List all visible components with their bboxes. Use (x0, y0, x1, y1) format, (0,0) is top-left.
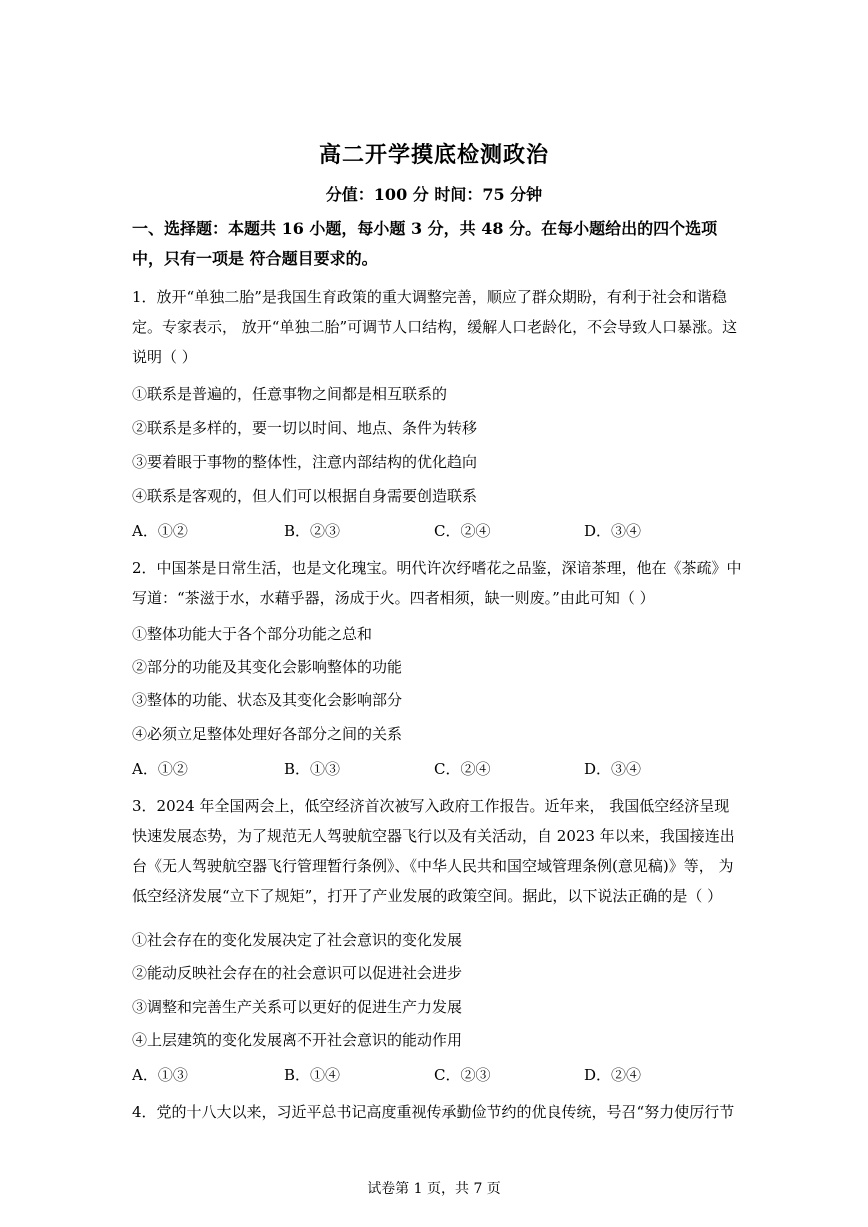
question-3-item-2: ②能动反映社会存在的社会意识可以促进社会进步 (132, 964, 463, 982)
question-3-item-4: ④上层建筑的变化发展离不开社会意识的能动作用 (132, 1031, 463, 1049)
question-1-item-2: ②联系是多样的，要一切以时间、地点、条件为转移 (132, 419, 478, 437)
choice-b[interactable]: B．②③ (284, 522, 341, 540)
question-1-stem: 1．放开“单独二胎”是我国生育政策的重大调整完善，顺应了群众期盼，有利于社会和谐稳定。专家表示， 放开“单独二胎”可调节人口结构，缓解人口老龄化，不会导致人口暴涨。这说明（ ） (132, 288, 738, 366)
question-2-choices (132, 758, 742, 780)
choice-c[interactable]: C．②④ (434, 522, 491, 540)
question-2-item-4: ④必须立足整体处理好各部分之间的关系 (132, 725, 403, 743)
choice-a[interactable]: A．①② (132, 522, 188, 540)
question-3-stem: 3．2024 年全国两会上，低空经济首次被写入政府工作报告。近年来， 我国低空经济呈现快速发展态势，为了规范无人驾驶航空器飞行以及有关活动，自 2023 年以来，我国接连出台《无人驾驶航空器飞行管理暂行条例》、《中华人民共和国空域管理条例(意见稿)》等， 为低空经济发展“立下了规矩”，打开了产业发展的政策空间。据此，以下说法正确的是（ ） (132, 797, 735, 905)
question-1-item-4: ④联系是客观的，但人们可以根据自身需要创造联系 (132, 487, 478, 505)
choice-c[interactable]: C．②④ (434, 760, 491, 778)
choice-a[interactable]: A．①③ (132, 1066, 188, 1084)
choice-c[interactable]: C．②③ (434, 1066, 491, 1084)
question-4-stem: 4．党的十八大以来，习近平总书记高度重视传承勤俭节约的优良传统，号召“努力使厉行节 (132, 1103, 735, 1121)
choice-b[interactable]: B．①④ (284, 1066, 341, 1084)
question-2-item-3: ③整体的功能、状态及其变化会影响部分 (132, 691, 403, 709)
question-3-item-1: ①社会存在的变化发展决定了社会意识的变化发展 (132, 931, 463, 949)
question-1-item-3: ③要着眼于事物的整体性，注意内部结构的优化趋向 (132, 453, 478, 471)
question-2-item-1: ①整体功能大于各个部分功能之总和 (132, 625, 373, 643)
question-2-item-2: ②部分的功能及其变化会影响整体的功能 (132, 658, 403, 676)
choice-b[interactable]: B．①③ (284, 760, 341, 778)
choice-d[interactable]: D．③④ (584, 522, 642, 540)
page-footer: 试卷第 1 页，共 7 页 (367, 1181, 501, 1197)
score-time-info: 分值：100 分 时间：75 分钟 (325, 185, 543, 204)
choice-d[interactable]: D．③④ (584, 760, 642, 778)
question-1-choices (132, 520, 742, 542)
question-1-item-1: ①联系是普遍的，任意事物之间都是相互联系的 (132, 385, 448, 403)
question-3-choices (132, 1064, 742, 1086)
choice-a[interactable]: A．①② (132, 760, 188, 778)
question-3-item-3: ③调整和完善生产关系可以更好的促进生产力发展 (132, 998, 463, 1016)
page-title: 高二开学摸底检测政治 (318, 142, 549, 168)
section-heading: 一、选择题：本题共 16 小题，每小题 3 分，共 48 分。在每小题给出的四个选项中，只有一项是 符合题目要求的。 (132, 219, 718, 268)
choice-d[interactable]: D．②④ (584, 1066, 642, 1084)
question-2-stem: 2．中国茶是日常生活，也是文化瑰宝。明代许次纾嗜花之品鉴，深谙茶理，他在《茶疏》中写道：“茶滋于水，水藉乎器，汤成于火。四者相须，缺一则废。”由此可知（ ） (132, 559, 742, 607)
